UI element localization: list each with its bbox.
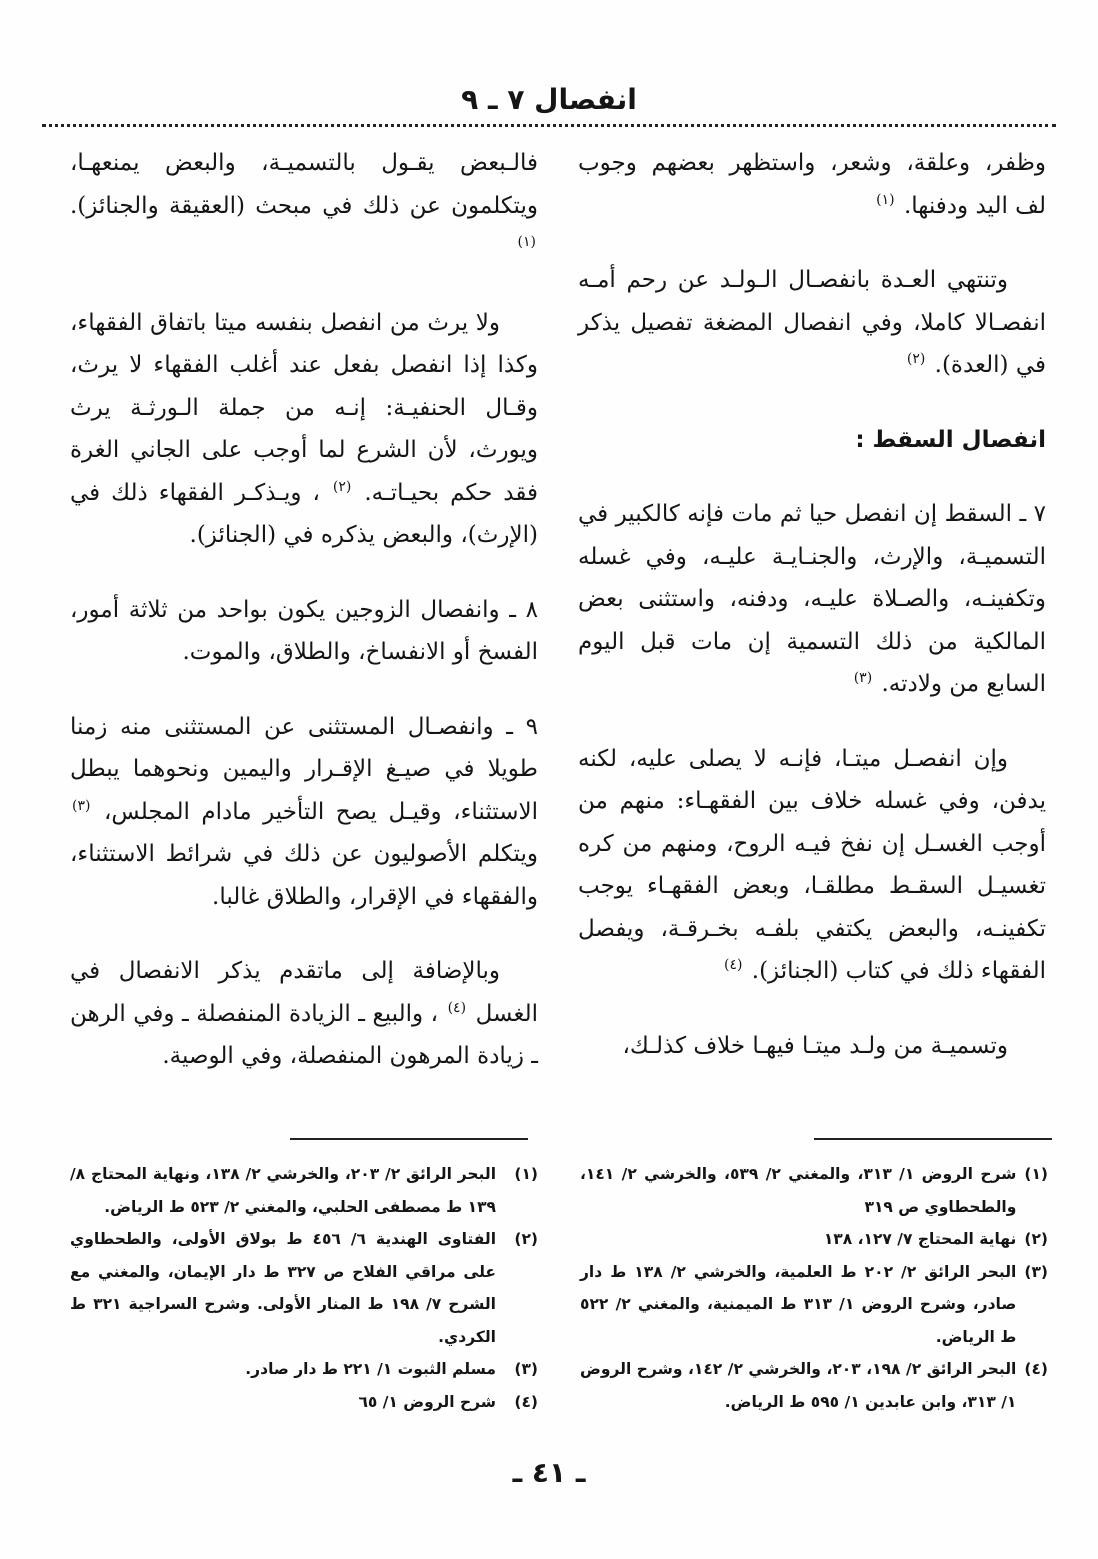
footnote-text: نهاية المحتاج ٧/ ١٢٧، ١٣٨ — [823, 1230, 1017, 1248]
paragraph — [70, 142, 538, 270]
footnote-ref[interactable]: (٤) — [447, 999, 467, 1016]
paragraph — [578, 1025, 1046, 1068]
left-column — [70, 142, 538, 1110]
paragraph — [578, 738, 1046, 993]
paragraph-text: فالـبعض يقـول بالتسميـة، والبعض يمنعهـا، ويتكلمون عن ذلك في مبحث (العقيقة والجنائز). — [70, 150, 538, 219]
footnote-text: البحر الرائق ٢/ ٢٠٢ ط العلمية، والخرشي ٢/ ١٣٨ ط دار صادر، وشرح الروض ١/ ٣١٣ ط الميمنية، والمغني ٢/ ٥٢٢ ط الرياض. — [580, 1262, 1017, 1346]
footnote-ref[interactable]: (٢) — [906, 351, 926, 368]
paragraph-text: وإن انفصـل ميتـا، فإنـه لا يصلى عليه، لكنه يدفن، وفي غسله خلاف بين الفقهـاء: منهم من أوجب الغسـل إن نفخ فيـه الروح، ومنهم من كره تغسيـل السقـط مطلقـا، وبعض الفقهـاء يوجب تكفينـه، والبعض يكتفي بلفـه بخـرقـة، ويفصل الفقهاء ذلك في كتاب (الجنائز). — [578, 745, 1046, 984]
paragraph-text: ويتكلم الأصوليون عن ذلك في شرائط الاستثناء، والفقهاء في الإقرار، والطلاق غالبا. — [70, 841, 538, 910]
footnote-item — [580, 1223, 1048, 1256]
footnote-text: شرح الروض ١/ ٦٥ — [358, 1392, 496, 1411]
footnote-item — [580, 1353, 1048, 1418]
paragraph — [578, 259, 1046, 387]
footnote-number: (٢) — [514, 1230, 538, 1248]
footnote-ref[interactable]: (٣) — [72, 797, 91, 814]
footnote-text: شرح الروض ١/ ٣١٣، والمغني ٢/ ٥٣٩، والخرشي ٢/ ١٤١، والطحطاوي ص ٣١٩ — [580, 1165, 1017, 1216]
footnote-ref[interactable]: (٢) — [332, 478, 352, 495]
footnote-text: الفتاوى الهندية ٦/ ٤٥٦ ط بولاق الأولى، والطحطاوي على مراقي الفلاح ص ٣٢٧ ط دار الإيمان، والمغني مع الشرح ٧/ ١٩٨ ط المنار الأولى. وشرح السراجية ٣٢١ ط الكردي. — [70, 1230, 497, 1346]
paragraph — [70, 950, 538, 1078]
section-heading: انفصال السقط : — [855, 426, 1046, 453]
footnotes-left — [70, 1158, 538, 1418]
footnote-ref[interactable]: (٣) — [853, 670, 873, 687]
right-column — [578, 142, 1046, 1099]
footnote-text: البحر الرائق ٢/ ٢٠٣، والخرشي ٢/ ١٣٨، ونهاية المحتاج ٨/ ١٣٩ ط مصطفى الحلبي، والمغني ٢/ ٥٢٣ ط الرياض. — [70, 1165, 497, 1216]
page-number: ـ ٤١ ـ — [512, 1456, 586, 1489]
paragraph-text: ولا يرث من انفصل بنفسه ميتا باتفاق الفقهاء، وكذا إذا انفصل بفعل عند أغلب الفقهاء لا يرث، وقـال الحنفيـة: إنـه من جملة الـورثـة يرث ويورث، لأن الشرع لما أوجب على الجاني الغرة فقد حكم بحيـاتـه. — [70, 309, 538, 506]
paragraph-text: ، والبيع ـ الزيادة المنفصلة ـ وفي الرهن ـ زيادة المرهون المنفصلة، وفي الوصية. — [70, 1000, 538, 1069]
footnote-number: (٤) — [1024, 1360, 1048, 1378]
footnote-rule — [814, 1138, 1052, 1140]
footnote-number: (٣) — [1024, 1262, 1048, 1281]
paragraph-text: وتنتهي العـدة بانفصـال الـولـد عن رحم أمـه انفصـالا كاملا، وفي انفصال المضغة تفصيل يذكر في (العدة). — [578, 267, 1046, 378]
header-dotted-rule — [42, 124, 1056, 127]
paragraph-text: ، ويـذكـر الفقهاء ذلك في (الإرث)، والبعض يذكره في (الجنائز). — [70, 479, 538, 548]
footnote-number: (٤) — [514, 1392, 538, 1411]
footnote-item — [70, 1386, 538, 1419]
footnote-item — [70, 1158, 538, 1223]
page-header-title: انفصال ٧ ـ ٩ — [461, 83, 637, 116]
paragraph-text: ٨ ـ وانفصال الزوجين يكون بواحد من ثلاثة أمور، الفسخ أو الانفساخ، والطلاق، والموت. — [70, 596, 538, 665]
footnote-item — [70, 1353, 538, 1386]
footnote-text: البحر الرائق ٢/ ١٩٨، ٢٠٣، والخرشي ٢/ ١٤٢، وشرح الروض ١/ ٣١٣، وابن عابدين ١/ ٥٩٥ ط الرياض. — [580, 1360, 1017, 1411]
paragraph — [70, 589, 538, 674]
paragraph-text: ٧ ـ السقط إن انفصل حيا ثم مات فإنه كالكبير في التسميـة، والإرث، والجنـايـة عليـه، وفي غسله وتكفينـه، والصـلاة عليـه، ودفنه، واستثنى بعض المالكية من ذلك التسمية إن مات قبل اليوم السابع من ولادته. — [578, 501, 1046, 697]
footnote-item — [580, 1256, 1048, 1354]
footnote-ref[interactable]: (١) — [517, 234, 536, 251]
footnote-rule — [290, 1138, 528, 1140]
paragraph-text: وظفر، وعلقة، وشعر، واستظهر بعضهم وجوب لف اليد ودفنها. — [578, 150, 1046, 219]
paragraph — [70, 706, 538, 919]
footnote-number: (١) — [1024, 1165, 1048, 1183]
paragraph-text: ٩ ـ وانفصـال المستثنى عن المستثنى منه زمنا طويلا في صيـغ الإقـرار واليمين ونحوهما يبطل الاستثناء، وقيـل يصح التأخير مادام المجلس، — [70, 713, 538, 825]
footnote-item — [580, 1158, 1048, 1223]
paragraph-text: وبالإضافة إلى ماتقدم يذكر الانفصال في الغسل — [70, 958, 538, 1027]
paragraph — [578, 142, 1046, 227]
footnote-ref[interactable]: (١) — [876, 191, 895, 208]
footnote-number: (٢) — [1024, 1230, 1048, 1248]
footnote-number: (١) — [514, 1165, 538, 1183]
footnote-ref[interactable]: (٤) — [723, 957, 743, 974]
footnote-text: مسلم الثبوت ١/ ٢٢١ ط دار صادر. — [245, 1360, 496, 1378]
paragraph — [70, 302, 538, 557]
footnote-item — [70, 1223, 538, 1353]
footnote-number: (٣) — [514, 1360, 538, 1378]
paragraph — [578, 493, 1046, 706]
footnotes-right — [580, 1158, 1048, 1418]
paragraph-text: وتسميـة من ولـد ميتـا فيهـا خلاف كذلـك، — [622, 1032, 1008, 1059]
